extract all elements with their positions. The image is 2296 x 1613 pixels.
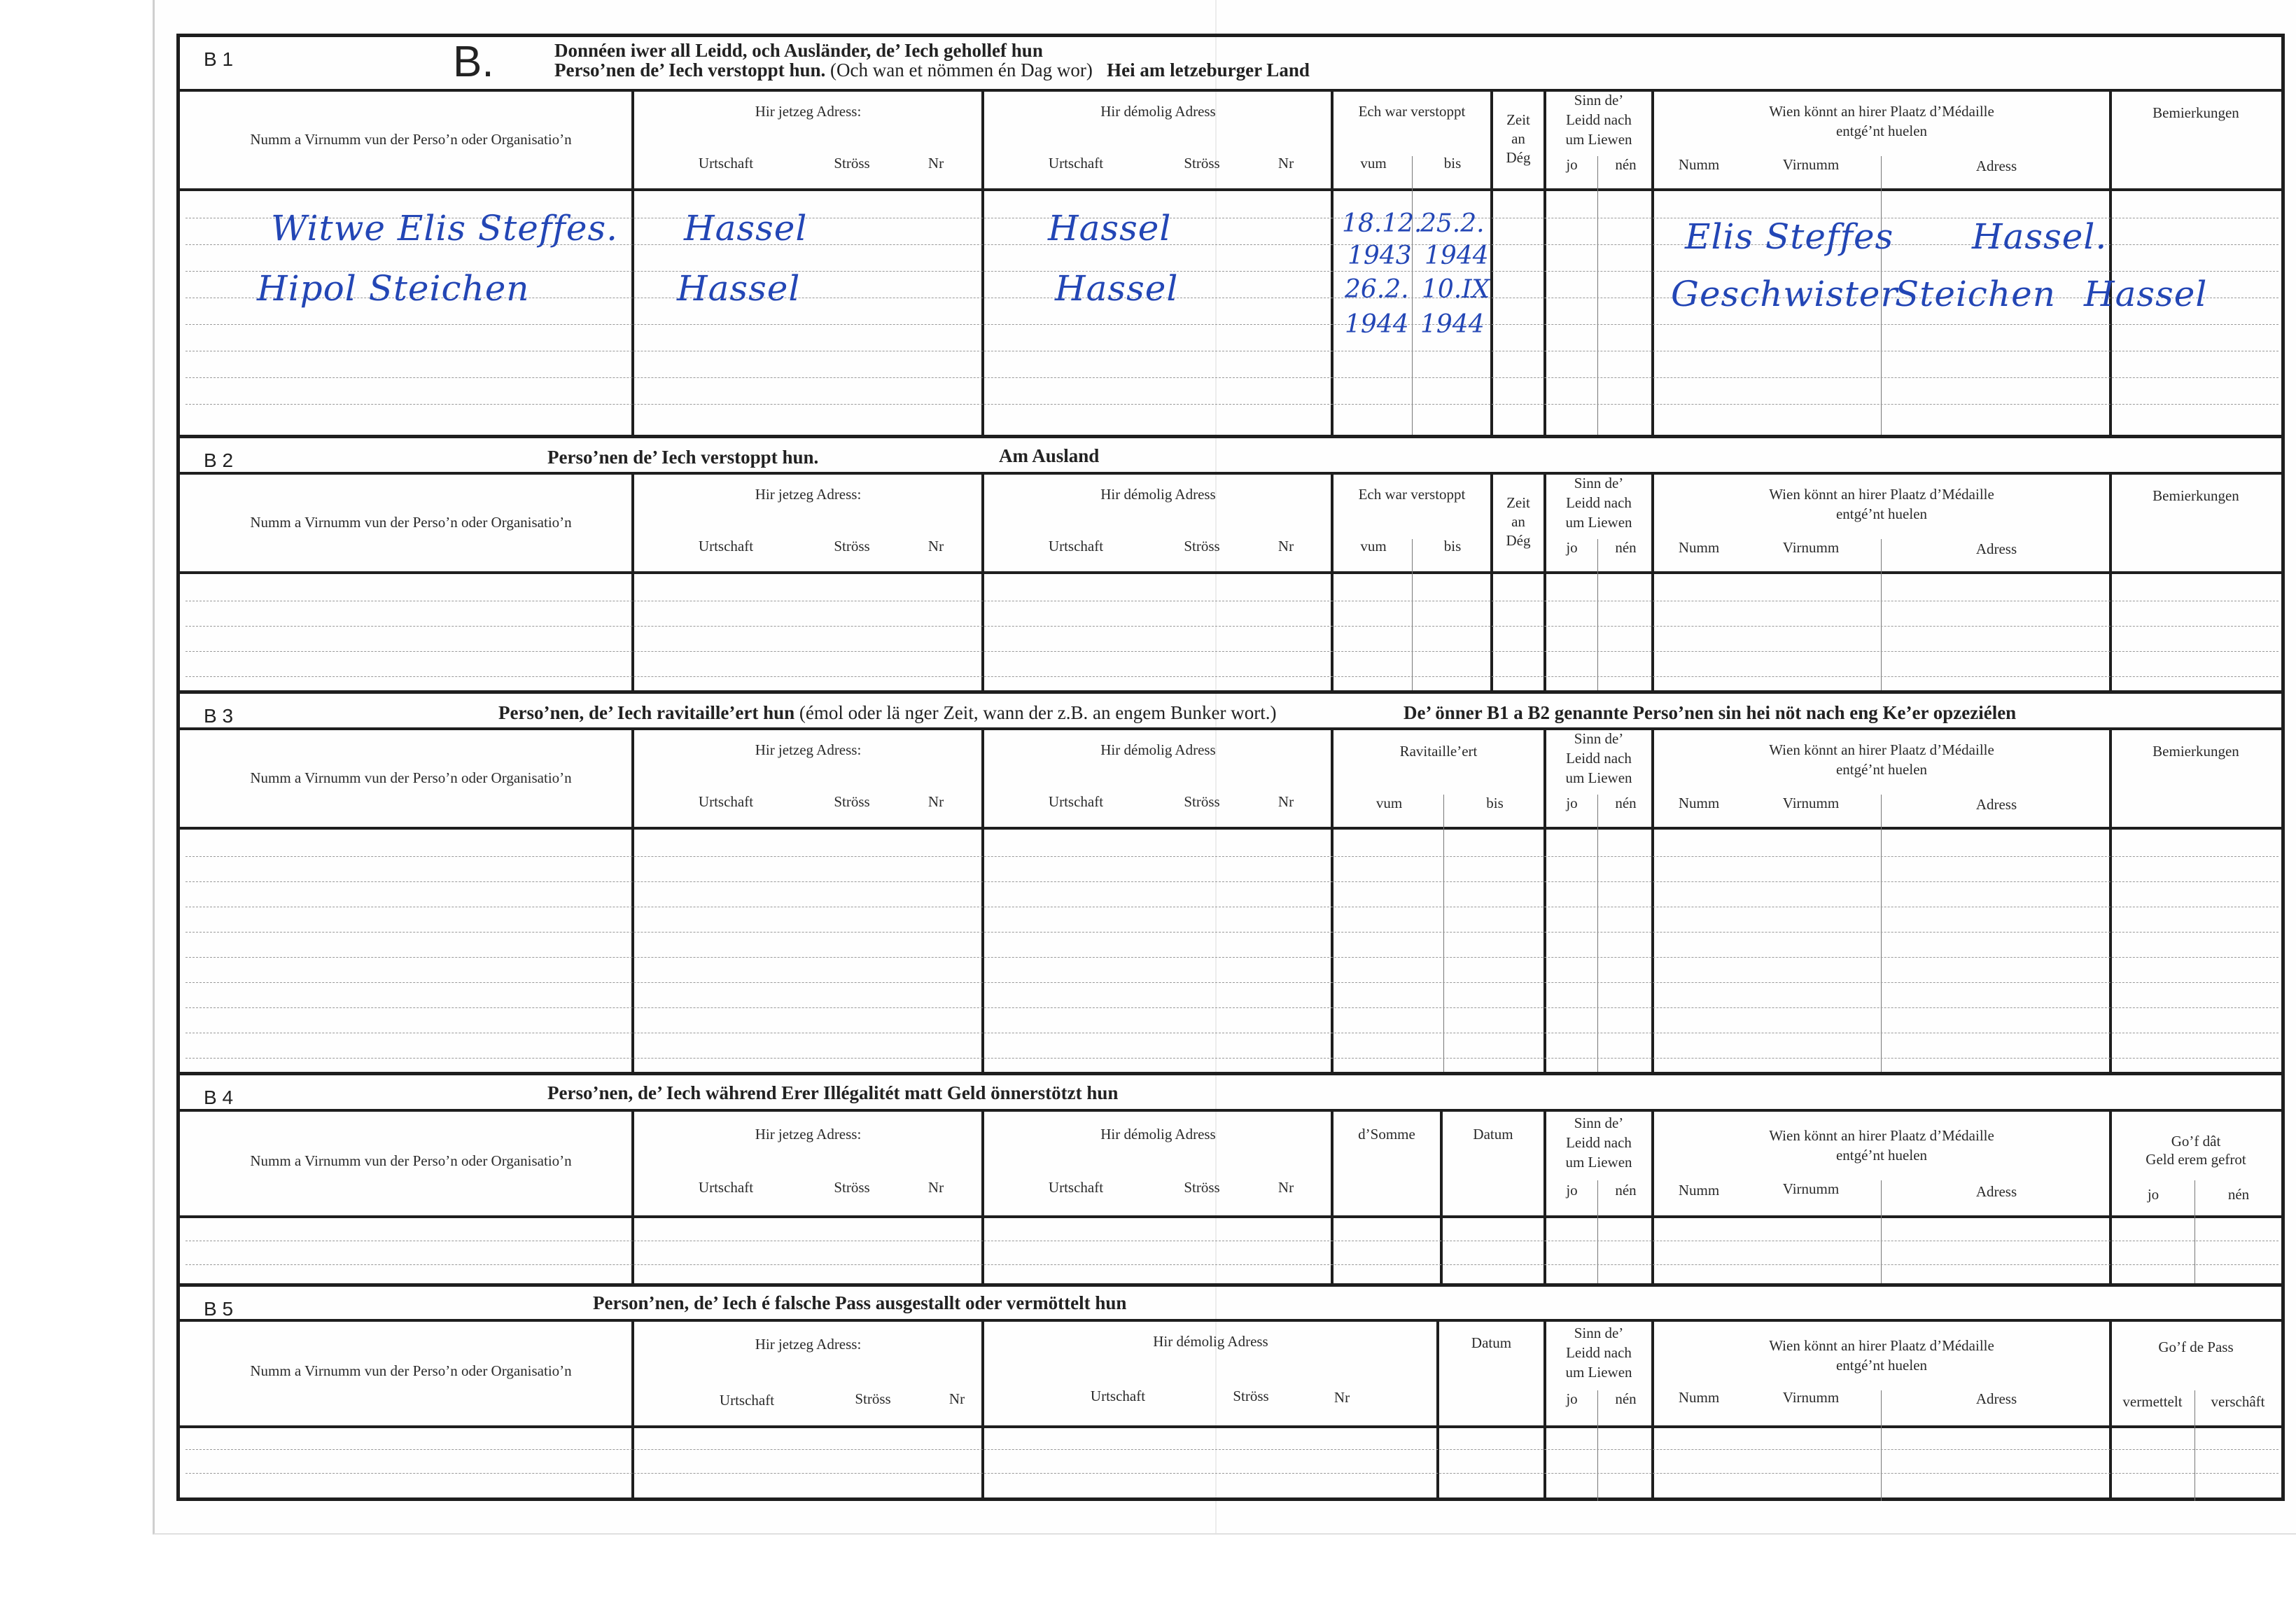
col-yes: jo	[1566, 156, 1578, 173]
col-yes: jo	[1566, 539, 1578, 556]
col-nr: Nr	[948, 1390, 965, 1407]
entry-from: 18.12.	[1342, 209, 1422, 238]
col-to: bis	[1486, 795, 1504, 811]
col-medal-firstname: Virnumm	[1782, 795, 1840, 811]
col-date: Datum	[1471, 1334, 1512, 1351]
section-subtitle	[554, 60, 1310, 81]
col-money-returned-2: Geld erem gefrot	[2146, 1151, 2246, 1168]
col-street: Ströss	[1184, 538, 1220, 554]
section-note: De’ önner B1 a B2 genannte Perso’nen sin hei nöt nach eng Ke’er opzeziélen	[1404, 702, 2017, 723]
entry-former-town: Hassel	[1055, 268, 1179, 309]
section-code: B 2	[204, 449, 234, 471]
section-b4	[180, 1072, 2281, 1287]
col-yes: jo	[2147, 1186, 2160, 1203]
col-medal-address: Adress	[1975, 158, 2017, 174]
subtitle-place: Hei am letzeburger Land	[1107, 60, 1310, 81]
col-remarks: Bemierkungen	[2152, 104, 2239, 121]
col-street: Ströss	[1233, 1388, 1269, 1404]
section-code: B 5	[204, 1298, 234, 1320]
col-days-2: an	[1511, 513, 1525, 530]
section-b2	[180, 435, 2281, 694]
col-former-address: Hir démolig Adress	[1100, 103, 1216, 120]
col-days-2: an	[1511, 130, 1525, 147]
col-nr: Nr	[1278, 793, 1294, 810]
col-to: bis	[1443, 538, 1462, 554]
col-sum: d’Somme	[1358, 1126, 1415, 1143]
section-title: Donnéen iwer all Leidd, och Ausländer, de’ Iech gehollef hun	[554, 40, 1043, 61]
col-medal-2: entgé’nt huelen	[1835, 1357, 1928, 1374]
col-medal-name: Numm	[1678, 1389, 1720, 1406]
entry-to: 25.2.	[1420, 209, 1485, 238]
col-nr: Nr	[927, 793, 944, 810]
col-former-address: Hir démolig Adress	[1100, 486, 1216, 503]
entry-medal-address: Hassel	[2084, 274, 2208, 314]
col-current-address: Hir jetzeg Adress:	[755, 741, 862, 758]
col-medal-address: Adress	[1975, 1183, 2017, 1200]
col-name: Numm a Virnumm vun der Perso’n oder Organisatio’n	[250, 1362, 572, 1379]
col-street: Ströss	[1184, 1179, 1220, 1196]
col-current-address: Hir jetzeg Adress:	[755, 1126, 862, 1143]
col-life-risk: Sinn de’	[1574, 730, 1624, 747]
col-town: Urtschaft	[1090, 1388, 1146, 1404]
col-town: Urtschaft	[698, 538, 754, 554]
title-bold: Perso’nen, de’ Iech ravitaille’ert hun	[498, 702, 795, 723]
entry-to: 10.IX	[1422, 275, 1490, 304]
col-yes: jo	[1566, 1182, 1578, 1199]
col-town: Urtschaft	[698, 155, 754, 172]
col-former-address: Hir démolig Adress	[1100, 741, 1216, 758]
col-nr: Nr	[927, 155, 944, 172]
col-street: Ströss	[855, 1390, 891, 1407]
entry-current-town: Hassel	[677, 268, 801, 309]
entry-name: Hipol Steichen	[257, 268, 530, 309]
col-to: bis	[1443, 155, 1462, 172]
section-title	[498, 702, 1276, 724]
col-hidden: Ech war verstoppt	[1358, 486, 1466, 503]
col-medal: Wien könnt an hirer Plaatz d’Médaille	[1769, 486, 1994, 503]
col-nr: Nr	[927, 538, 944, 554]
entry-current-town: Hassel	[684, 208, 808, 249]
col-no: nén	[1615, 795, 1637, 811]
section-b1	[180, 37, 2281, 435]
col-nr: Nr	[1278, 1179, 1294, 1196]
col-medal: Wien könnt an hirer Plaatz d’Médaille	[1769, 103, 1994, 120]
entry-from-year: 1943	[1348, 242, 1412, 270]
entry-to-year: 1944	[1420, 310, 1485, 339]
col-no: nén	[1615, 539, 1637, 556]
col-days-3: Dég	[1506, 149, 1531, 166]
col-medal-2: entgé’nt huelen	[1835, 1147, 1928, 1164]
col-life-risk-2: Leidd nach	[1566, 111, 1632, 128]
section-code: B 4	[204, 1087, 234, 1108]
col-medal-address: Adress	[1975, 796, 2017, 813]
col-nr: Nr	[1334, 1389, 1350, 1406]
col-street: Ströss	[834, 793, 870, 810]
col-street: Ströss	[1184, 155, 1220, 172]
col-pass: Go’f de Pass	[2158, 1339, 2234, 1355]
col-medal: Wien könnt an hirer Plaatz d’Médaille	[1769, 1127, 1994, 1144]
section-place: Am Ausland	[999, 445, 1100, 466]
col-yes: jo	[1566, 1390, 1578, 1407]
col-pass-issued: vermettelt	[2122, 1393, 2183, 1410]
col-current-address: Hir jetzeg Adress:	[755, 1336, 862, 1353]
col-name: Numm a Virnumm vun der Perso’n oder Organisatio’n	[250, 131, 572, 148]
col-life-risk-3: um Liewen	[1565, 1364, 1632, 1381]
col-money-returned: Go’f dât	[2171, 1133, 2221, 1150]
col-current-address: Hir jetzeg Adress:	[755, 103, 862, 120]
col-life-risk-2: Leidd nach	[1566, 750, 1632, 767]
col-town: Urtschaft	[1048, 538, 1104, 554]
col-life-risk-2: Leidd nach	[1566, 1344, 1632, 1361]
col-street: Ströss	[834, 538, 870, 554]
col-name: Numm a Virnumm vun der Perso’n oder Organisatio’n	[250, 514, 572, 531]
col-life-risk-2: Leidd nach	[1566, 494, 1632, 511]
col-nr: Nr	[927, 1179, 944, 1196]
section-title: Perso’nen, de’ Iech während Erer Illégalitét matt Geld önnerstötzt hun	[547, 1082, 1119, 1103]
col-life-risk-2: Leidd nach	[1566, 1134, 1632, 1151]
col-supplied: Ravitaille’ert	[1399, 743, 1478, 760]
col-town: Urtschaft	[1048, 1179, 1104, 1196]
col-remarks: Bemierkungen	[2152, 487, 2239, 504]
col-medal-2: entgé’nt huelen	[1835, 761, 1928, 778]
col-no: nén	[1615, 1390, 1637, 1407]
col-days-3: Dég	[1506, 532, 1531, 549]
col-medal-firstname: Virnumm	[1782, 539, 1840, 556]
col-former-address: Hir démolig Adress	[1100, 1126, 1216, 1143]
col-from: vum	[1376, 795, 1403, 811]
col-town: Urtschaft	[1048, 793, 1104, 810]
col-medal-firstname: Virnumm	[1782, 156, 1840, 173]
section-title: Perso’nen de’ Iech verstoppt hun.	[547, 447, 819, 468]
col-name: Numm a Virnumm vun der Perso’n oder Organisatio’n	[250, 769, 572, 786]
col-medal-name: Numm	[1678, 156, 1720, 173]
entry-former-town: Hassel	[1048, 208, 1172, 249]
col-medal-name: Numm	[1678, 795, 1720, 811]
subtitle-bold: Perso’nen de’ Iech verstoppt hun.	[554, 60, 826, 81]
col-street: Ströss	[1184, 793, 1220, 810]
col-pass-provided: verschâft	[2211, 1393, 2265, 1410]
col-medal-name: Numm	[1678, 1182, 1720, 1199]
col-medal-2: entgé’nt huelen	[1835, 123, 1928, 139]
entry-medal-name: Elis Steffes	[1685, 216, 1894, 257]
entry-from: 26.2.	[1345, 275, 1409, 304]
section-code: B 3	[204, 705, 234, 727]
col-name: Numm a Virnumm vun der Perso’n oder Organisatio’n	[250, 1152, 572, 1169]
subtitle-note: (Och wan et nömmen én Dag wor)	[830, 60, 1093, 81]
col-no: nén	[1615, 1182, 1637, 1199]
section-title: Person’nen, de’ Iech é falsche Pass ausgestallt oder vermöttelt hun	[593, 1292, 1127, 1313]
col-nr: Nr	[1278, 538, 1294, 554]
col-life-risk: Sinn de’	[1574, 92, 1624, 109]
col-street: Ströss	[834, 155, 870, 172]
col-remarks: Bemierkungen	[2152, 743, 2239, 760]
col-life-risk-3: um Liewen	[1565, 1154, 1632, 1171]
col-no: nén	[2227, 1186, 2250, 1203]
entry-from-year: 1944	[1345, 310, 1409, 339]
section-code: B 1	[204, 48, 234, 70]
col-medal-address: Adress	[1975, 1390, 2017, 1407]
col-life-risk: Sinn de’	[1574, 1325, 1624, 1341]
col-town: Urtschaft	[698, 793, 754, 810]
col-days: Zeit	[1506, 494, 1530, 511]
col-days: Zeit	[1506, 111, 1530, 128]
col-former-address: Hir démolig Adress	[1153, 1333, 1268, 1350]
col-medal-address: Adress	[1975, 540, 2017, 557]
col-life-risk-3: um Liewen	[1565, 769, 1632, 786]
entry-medal-firstname: Steichen	[1895, 274, 2056, 314]
entry-medal-name: Geschwister	[1671, 274, 1898, 314]
col-town: Urtschaft	[698, 1179, 754, 1196]
col-yes: jo	[1566, 795, 1578, 811]
col-from: vum	[1360, 155, 1387, 172]
col-medal: Wien könnt an hirer Plaatz d’Médaille	[1769, 1337, 1994, 1354]
col-hidden: Ech war verstoppt	[1358, 103, 1466, 120]
col-medal: Wien könnt an hirer Plaatz d’Médaille	[1769, 741, 1994, 758]
col-medal-firstname: Virnumm	[1782, 1180, 1840, 1197]
col-medal-firstname: Virnumm	[1782, 1389, 1840, 1406]
form-b	[176, 34, 2285, 1501]
col-current-address: Hir jetzeg Adress:	[755, 486, 862, 503]
col-life-risk: Sinn de’	[1574, 475, 1624, 491]
col-medal-2: entgé’nt huelen	[1835, 505, 1928, 522]
entry-name: Witwe Elis Steffes.	[271, 208, 619, 249]
col-town: Urtschaft	[1048, 155, 1104, 172]
col-street: Ströss	[834, 1179, 870, 1196]
col-nr: Nr	[1278, 155, 1294, 172]
col-life-risk-3: um Liewen	[1565, 131, 1632, 148]
section-b5	[180, 1283, 2281, 1501]
col-no: nén	[1615, 156, 1637, 173]
entry-to-year: 1944	[1424, 242, 1489, 270]
title-note: (émol oder lä nger Zeit, wann der z.B. an engem Bunker wort.)	[799, 702, 1277, 723]
entry-medal-address: Hassel.	[1972, 216, 2108, 257]
section-b3	[180, 690, 2281, 1075]
col-medal-name: Numm	[1678, 539, 1720, 556]
col-from: vum	[1360, 538, 1387, 554]
form-letter: B.	[453, 38, 494, 86]
col-town: Urtschaft	[719, 1392, 775, 1409]
col-life-risk-3: um Liewen	[1565, 514, 1632, 531]
col-life-risk: Sinn de’	[1574, 1115, 1624, 1131]
col-date: Datum	[1473, 1126, 1513, 1143]
